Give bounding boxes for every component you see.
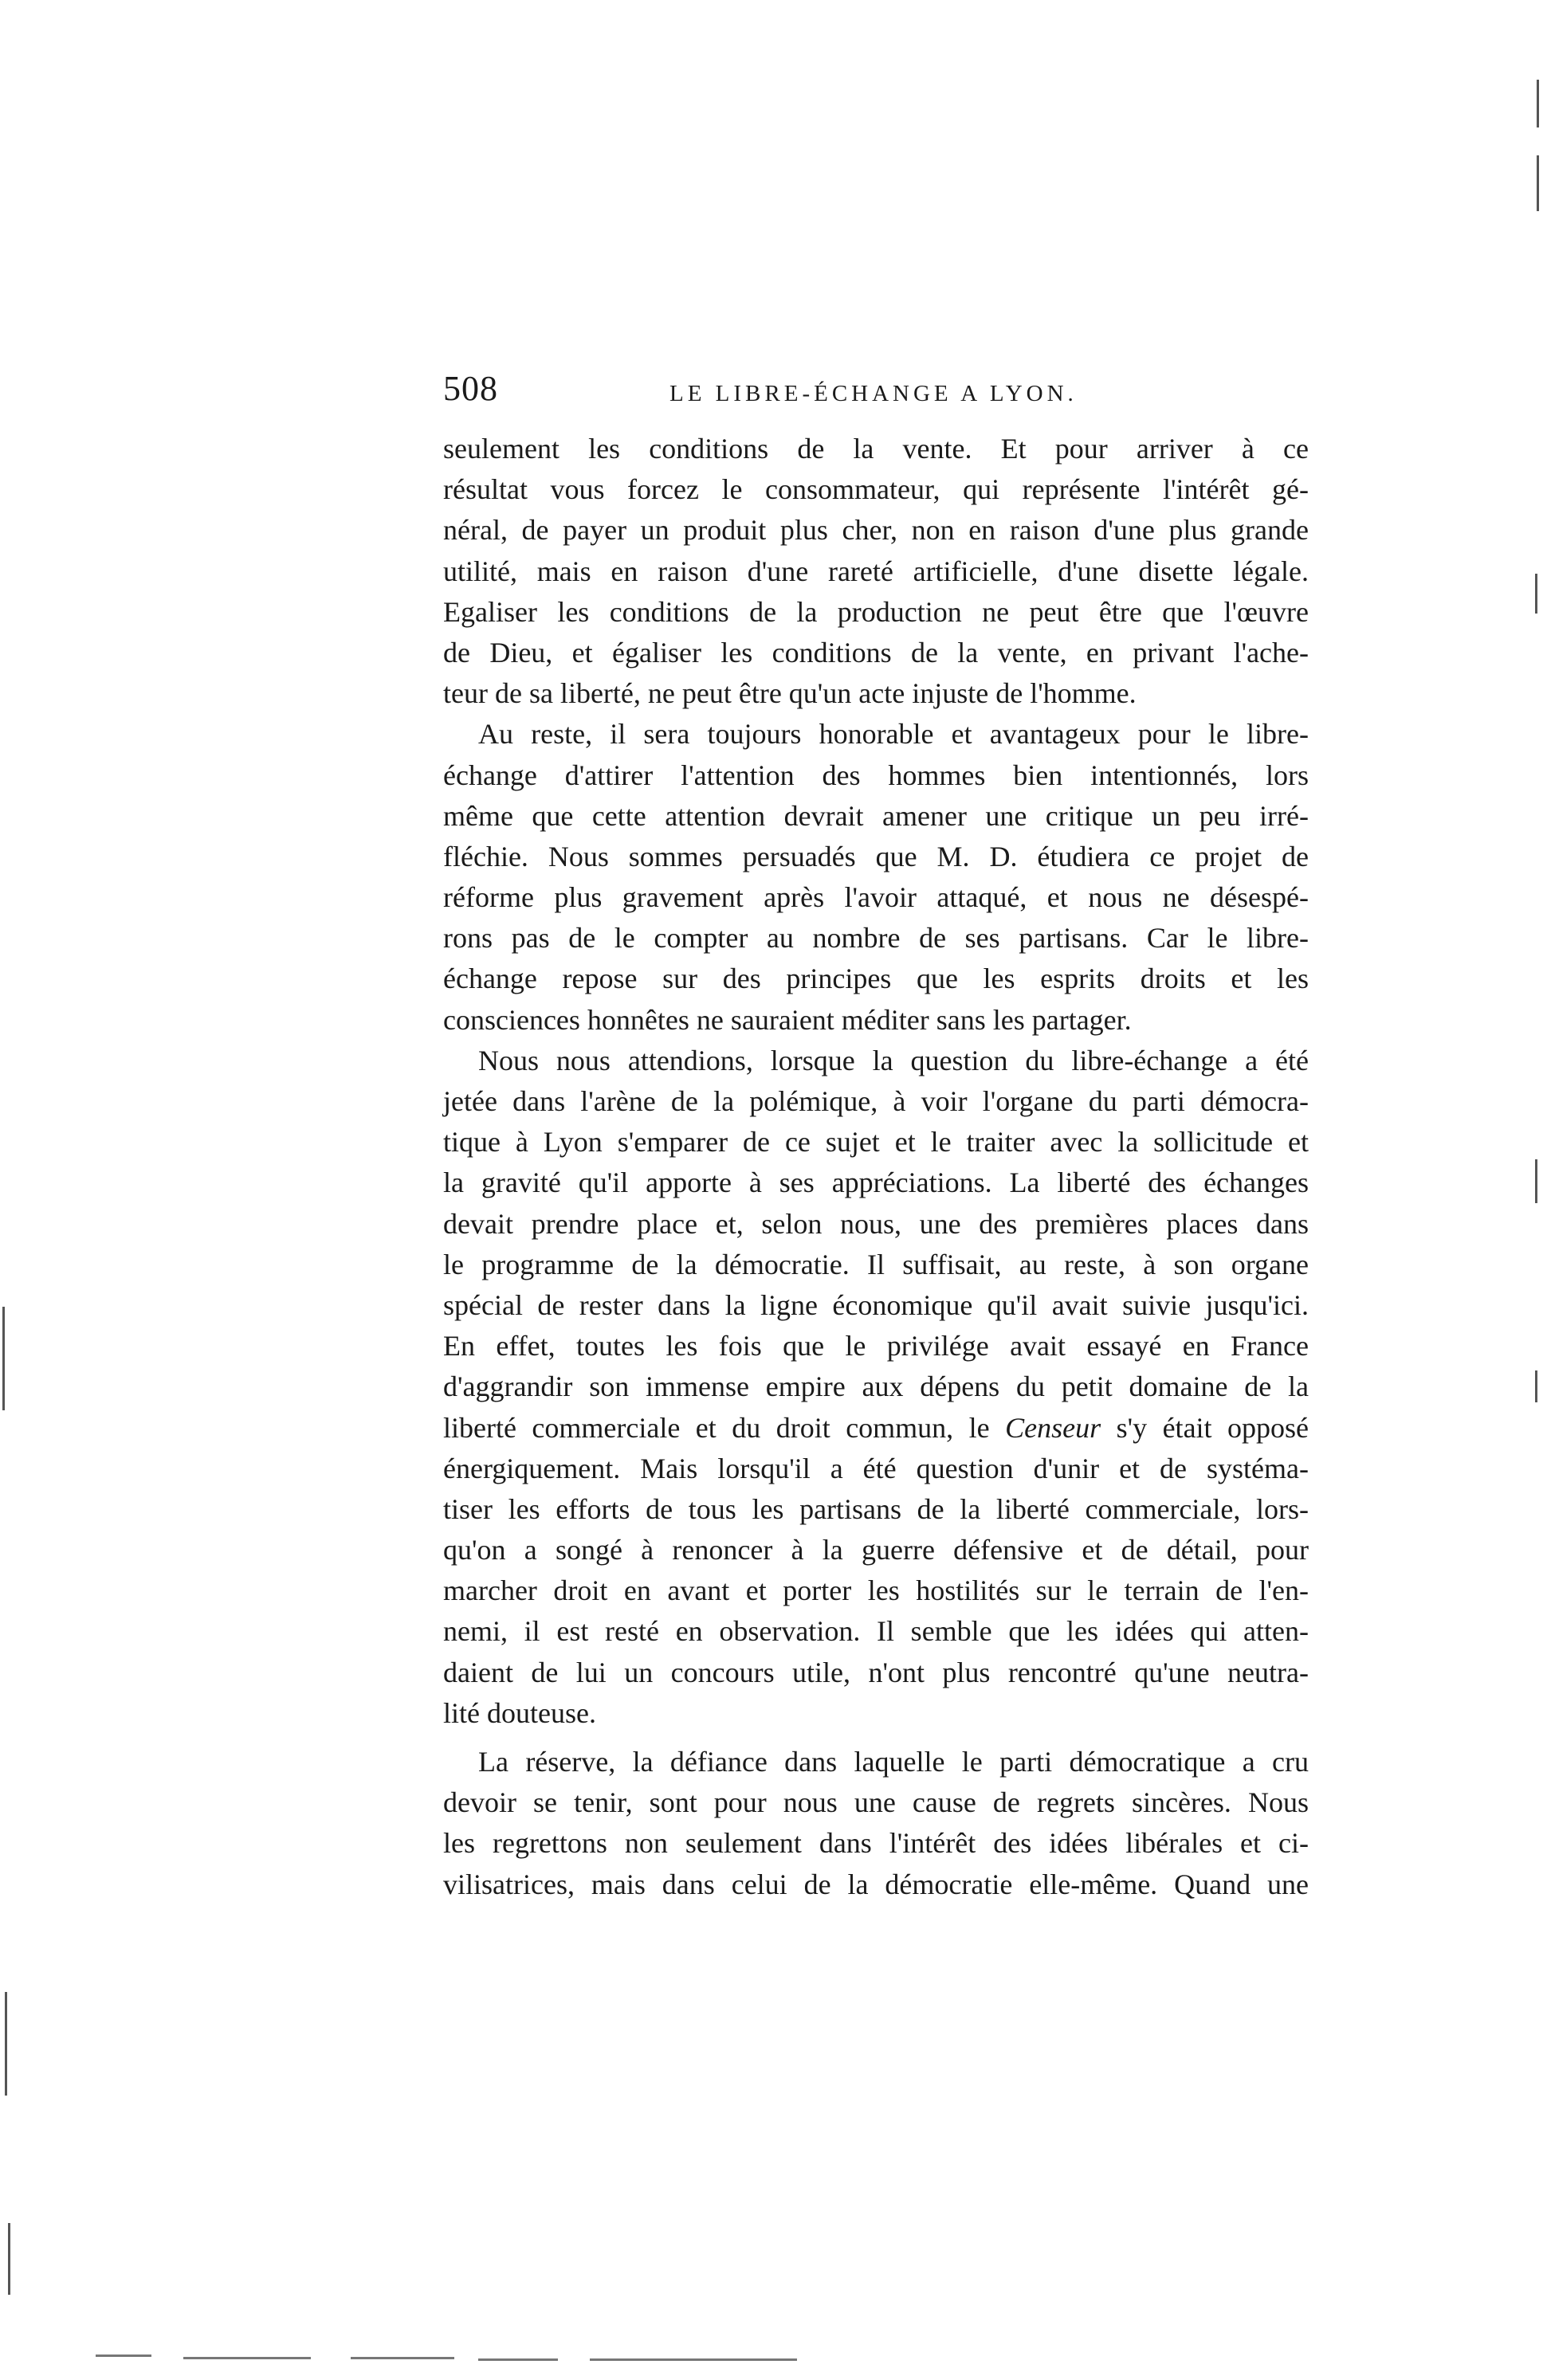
text-line: tique à Lyon s'emparer de ce sujet et le traiter avec la sollicitude et [443, 1126, 1309, 1159]
page-number: 508 [443, 369, 498, 408]
scan-margin-mark [1535, 574, 1537, 614]
text-line: qu'on a songé à renoncer à la guerre défensive et de détail, pour [443, 1534, 1309, 1566]
text-line: nemi, il est resté en observation. Il semble que les idées qui atten- [443, 1615, 1309, 1648]
text-line: Egaliser les conditions de la production ne peut être que l'œuvre [443, 595, 1309, 628]
paragraph-gap [443, 1734, 1309, 1742]
text-line: consciences honnêtes ne sauraient méditer sans les partager. [443, 1003, 1132, 1036]
text-line: daient de lui un concours utile, n'ont plus rencontré qu'une neutra- [443, 1656, 1309, 1688]
text-line: néral, de payer un produit plus cher, non en raison d'une plus grande [443, 514, 1309, 547]
text-line: La réserve, la défiance dans laquelle le parti démocratique a cru [478, 1746, 1309, 1778]
running-title: LE LIBRE-ÉCHANGE A LYON. [669, 381, 1078, 406]
text-line: les regrettons non seulement dans l'intérêt des idées libérales et ci- [443, 1827, 1309, 1860]
scan-margin-mark [8, 2223, 10, 2295]
scan-bottom-rule [478, 2358, 558, 2361]
scan-bottom-rule [590, 2358, 797, 2361]
text-line: lité douteuse. [443, 1696, 596, 1729]
text-line: d'aggrandir son immense empire aux dépens du petit domaine de la [443, 1370, 1309, 1403]
scan-margin-mark [1537, 155, 1539, 211]
scan-margin-mark [1535, 1159, 1537, 1203]
text-line: résultat vous forcez le consommateur, qui représente l'intérêt gé- [443, 473, 1309, 506]
text-line: Au reste, il sera toujours honorable et avantageux pour le libre- [478, 718, 1309, 751]
text-line: le programme de la démocratie. Il suffisait, au reste, à son organe [443, 1248, 1309, 1280]
scan-margin-mark [1535, 1370, 1537, 1402]
text-line: fléchie. Nous sommes persuadés que M. D. étudiera ce projet de [443, 840, 1309, 872]
text-line: énergiquement. Mais lorsqu'il a été question d'unir et de systéma- [443, 1452, 1309, 1484]
text-line: réforme plus gravement après l'avoir attaqué, et nous ne désespé- [443, 881, 1309, 914]
text-segment: s'y était opposé [1116, 1411, 1309, 1444]
text-line: teur de sa liberté, ne peut être qu'un acte injuste de l'homme. [443, 677, 1137, 710]
text-line: En effet, toutes les fois que le privilége avait essayé en France [443, 1330, 1309, 1363]
text-line-with-italic [443, 1408, 1309, 1449]
scan-bottom-rule [96, 2355, 151, 2357]
text-line: vilisatrices, mais dans celui de la démocratie elle-même. Quand une [443, 1868, 1309, 1900]
text-line: devait prendre place et, selon nous, une des premières places dans [443, 1207, 1309, 1240]
scan-bottom-rule [183, 2357, 311, 2359]
text-line: Nous nous attendions, lorsque la question du libre-échange a été [478, 1044, 1309, 1076]
text-line: même que cette attention devrait amener une critique un peu irré- [443, 799, 1309, 832]
scan-margin-mark [5, 1992, 7, 2096]
body-text [443, 429, 1309, 1905]
text-line: spécial de rester dans la ligne économique qu'il avait suivie jusqu'ici. [443, 1288, 1309, 1321]
scan-margin-mark [1537, 80, 1539, 127]
text-line: rons pas de le compter au nombre de ses partisans. Car le libre- [443, 922, 1309, 955]
text-line: échange d'attirer l'attention des hommes bien intentionnés, lors [443, 759, 1309, 791]
text-line: de Dieu, et égaliser les conditions de la vente, en privant l'ache- [443, 636, 1309, 669]
running-header [443, 365, 1309, 413]
journal-title: Censeur [1005, 1411, 1101, 1444]
text-line: jetée dans l'arène de la polémique, à voir l'organe du parti démocra- [443, 1085, 1309, 1117]
text-line: seulement les conditions de la vente. Et pour arriver à ce [443, 433, 1309, 465]
text-segment: liberté commerciale et du droit commun, le [443, 1411, 990, 1444]
text-line: utilité, mais en raison d'une rareté artificielle, d'une disette légale. [443, 555, 1309, 587]
text-line: tiser les efforts de tous les partisans de la liberté commerciale, lors- [443, 1492, 1309, 1525]
text-line: marcher droit en avant et porter les hostilités sur le terrain de l'en- [443, 1574, 1309, 1607]
scan-bottom-rule [351, 2357, 454, 2359]
text-line: devoir se tenir, sont pour nous une cause de regrets sincères. Nous [443, 1786, 1309, 1819]
text-line: échange repose sur des principes que les esprits droits et les [443, 963, 1309, 995]
scan-margin-mark [2, 1307, 5, 1410]
text-line: la gravité qu'il apporte à ses appréciations. La liberté des échanges [443, 1166, 1309, 1199]
